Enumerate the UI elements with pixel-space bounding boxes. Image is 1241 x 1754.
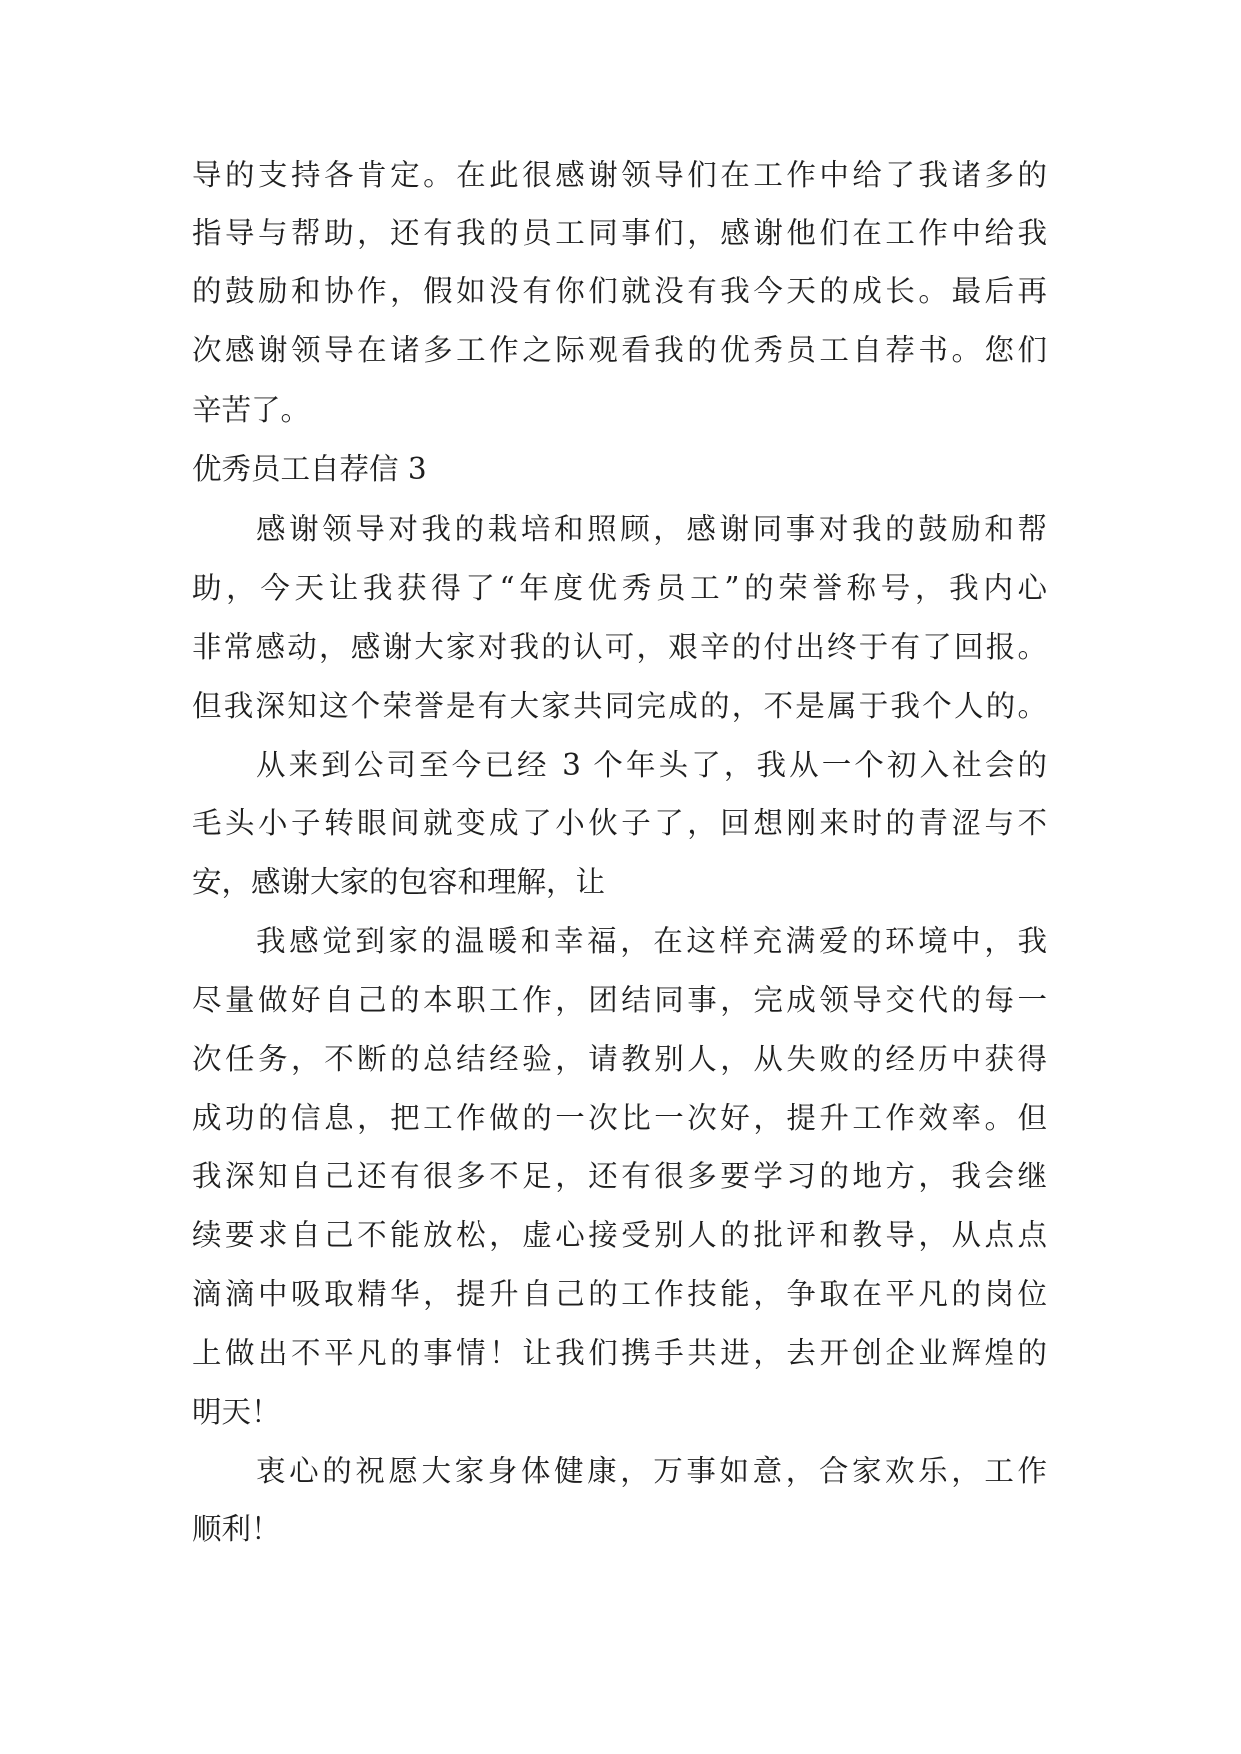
body-line: 助，今天让我获得了“年度优秀员工”的荣誉称号，我内心 (192, 571, 1047, 605)
body-line: 指导与帮助，还有我的员工同事们，感谢他们在工作中给我 (192, 216, 1047, 250)
paragraph-first-line: 我感觉到家的温暖和幸福，在这样充满爱的环境中，我 (256, 924, 1047, 958)
body-line: 尽量做好自己的本职工作，团结同事，完成领导交代的每一 (192, 983, 1047, 1017)
body-line: 安，感谢大家的包容和理解，让 (192, 865, 606, 899)
body-line: 上做出不平凡的事情！让我们携手共进，去开创企业辉煌的 (192, 1336, 1047, 1370)
section-heading: 优秀员工自荐信 3 (192, 452, 427, 486)
body-line: 导的支持各肯定。在此很感谢领导们在工作中给了我诸多的 (192, 158, 1047, 192)
body-line: 非常感动，感谢大家对我的认可，艰辛的付出终于有了回报。 (192, 630, 1047, 664)
paragraph-first-line: 感谢领导对我的栽培和照顾，感谢同事对我的鼓励和帮 (256, 512, 1047, 546)
body-line: 明天！ (192, 1395, 281, 1429)
body-line: 滴滴中吸取精华，提升自己的工作技能，争取在平凡的岗位 (192, 1277, 1047, 1311)
body-line: 辛苦了。 (192, 393, 311, 427)
body-line: 毛头小子转眼间就变成了小伙子了，回想刚来时的青涩与不 (192, 806, 1047, 840)
body-line: 次任务，不断的总结经验，请教别人，从失败的经历中获得 (192, 1042, 1047, 1076)
paragraph-first-line: 从来到公司至今已经 3 个年头了，我从一个初入社会的 (256, 748, 1047, 782)
paragraph-first-line: 衷心的祝愿大家身体健康，万事如意，合家欢乐，工作 (256, 1454, 1047, 1488)
body-line: 次感谢领导在诸多工作之际观看我的优秀员工自荐书。您们 (192, 333, 1047, 367)
body-line: 但我深知这个荣誉是有大家共同完成的，不是属于我个人的。 (192, 689, 1047, 723)
body-line: 成功的信息，把工作做的一次比一次好，提升工作效率。但 (192, 1101, 1047, 1135)
body-line: 续要求自己不能放松，虚心接受别人的批评和教导，从点点 (192, 1218, 1047, 1252)
body-line: 顺利！ (192, 1512, 281, 1546)
body-line: 的鼓励和协作，假如没有你们就没有我今天的成长。最后再 (192, 274, 1047, 308)
body-line: 我深知自己还有很多不足，还有很多要学习的地方，我会继 (192, 1159, 1047, 1193)
